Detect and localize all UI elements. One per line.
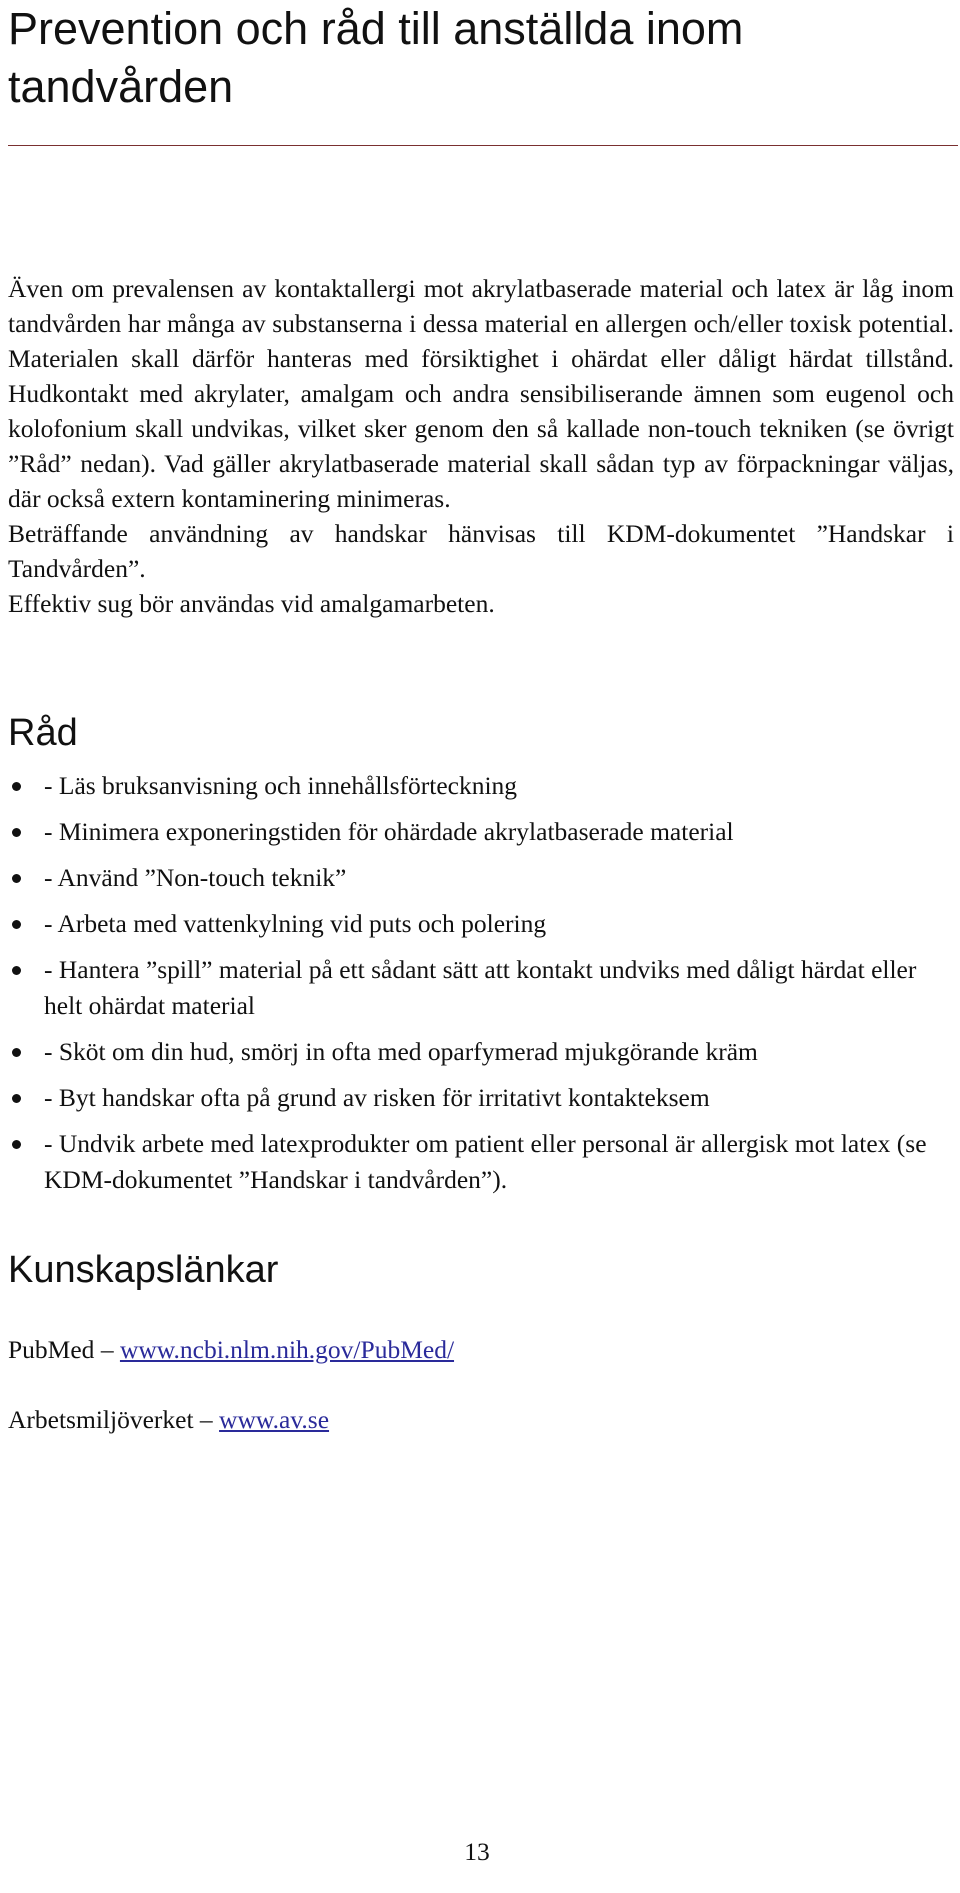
link-row [8, 1402, 948, 1438]
bullet-icon [12, 1048, 21, 1057]
list-item [0, 952, 949, 1024]
bullet-icon [12, 782, 21, 791]
list-item [0, 1080, 949, 1116]
list-item-text: - Arbeta med vattenkylning vid puts och polering [44, 909, 547, 938]
link-separator: – [94, 1335, 120, 1364]
page-number-text: 13 [464, 1837, 490, 1866]
list-item [0, 768, 949, 804]
bullet-icon [12, 1094, 21, 1103]
title-divider [8, 145, 958, 146]
pubmed-link[interactable]: www.ncbi.nlm.nih.gov/PubMed/ [119, 1335, 455, 1364]
list-item-text: - Använd ”Non-touch teknik” [44, 863, 347, 892]
bullet-icon [12, 1140, 21, 1149]
advice-heading: Råd [8, 712, 78, 754]
link-label: Arbetsmiljöverket [8, 1405, 194, 1434]
list-item [0, 1126, 949, 1198]
bullet-icon [12, 874, 21, 883]
advice-list [0, 768, 960, 1208]
list-item [0, 860, 949, 896]
bullet-icon [12, 966, 21, 975]
arbetsmiljoverket-link[interactable]: www.av.se [219, 1405, 330, 1434]
intro-paragraph: Även om prevalensen av kontaktallergi mot akrylatbaserade material och latex är låg inom tandvården har många av substanserna i dessa material en allergen och/eller toxisk potential. Materialen skall därför hanteras med försiktighet i ohärdat eller dåligt härdat tillstånd. Hudkontakt med akrylater, amalgam och andra sensibiliserande ämnen som eugenol och kolofonium skall undvikas, vilket sker genom den så kallade non-touch tekniken (se övrigt ”Råd” nedan). Vad gäller akrylatbaserade material skall sådan typ av förpackningar väljas, där också extern kontaminering minimeras. [8, 274, 954, 513]
intro-paragraph: Beträffande användning av handskar hänvisas till KDM-dokumentet ”Handskar i Tandvården”. [8, 519, 954, 583]
link-label: PubMed [8, 1335, 95, 1364]
links-heading: Kunskapslänkar [8, 1249, 279, 1291]
link-separator: – [193, 1405, 220, 1434]
list-item-text: - Sköt om din hud, smörj in ofta med oparfymerad mjukgörande kräm [44, 1037, 758, 1066]
links-list [8, 1332, 948, 1472]
list-item-text: - Byt handskar ofta på grund av risken för irritativt kontakteksem [44, 1083, 710, 1112]
page-title: Prevention och råd till anställda inom tandvården [8, 3, 744, 112]
list-item [0, 1034, 949, 1070]
link-row [8, 1332, 948, 1368]
intro-paragraph: Effektiv sug bör användas vid amalgamarbeten. [8, 589, 495, 618]
list-item [0, 906, 949, 942]
list-item [0, 814, 949, 850]
list-item-text: - Läs bruksanvisning och innehållsförteckning [44, 771, 518, 800]
intro-text [8, 271, 954, 621]
bullet-icon [12, 828, 21, 837]
page-number [0, 1836, 960, 1868]
list-item-text: - Undvik arbete med latexprodukter om patient eller personal är allergisk mot latex (se KDM-dokumentet ”Handskar i tandvården”). [44, 1129, 927, 1194]
bullet-icon [12, 920, 21, 929]
list-item-text: - Minimera exponeringstiden för ohärdade akrylatbaserade material [44, 817, 734, 846]
list-item-text: - Hantera ”spill” material på ett sådant sätt att kontakt undviks med dåligt härdat eller helt ohärdat material [44, 955, 917, 1020]
